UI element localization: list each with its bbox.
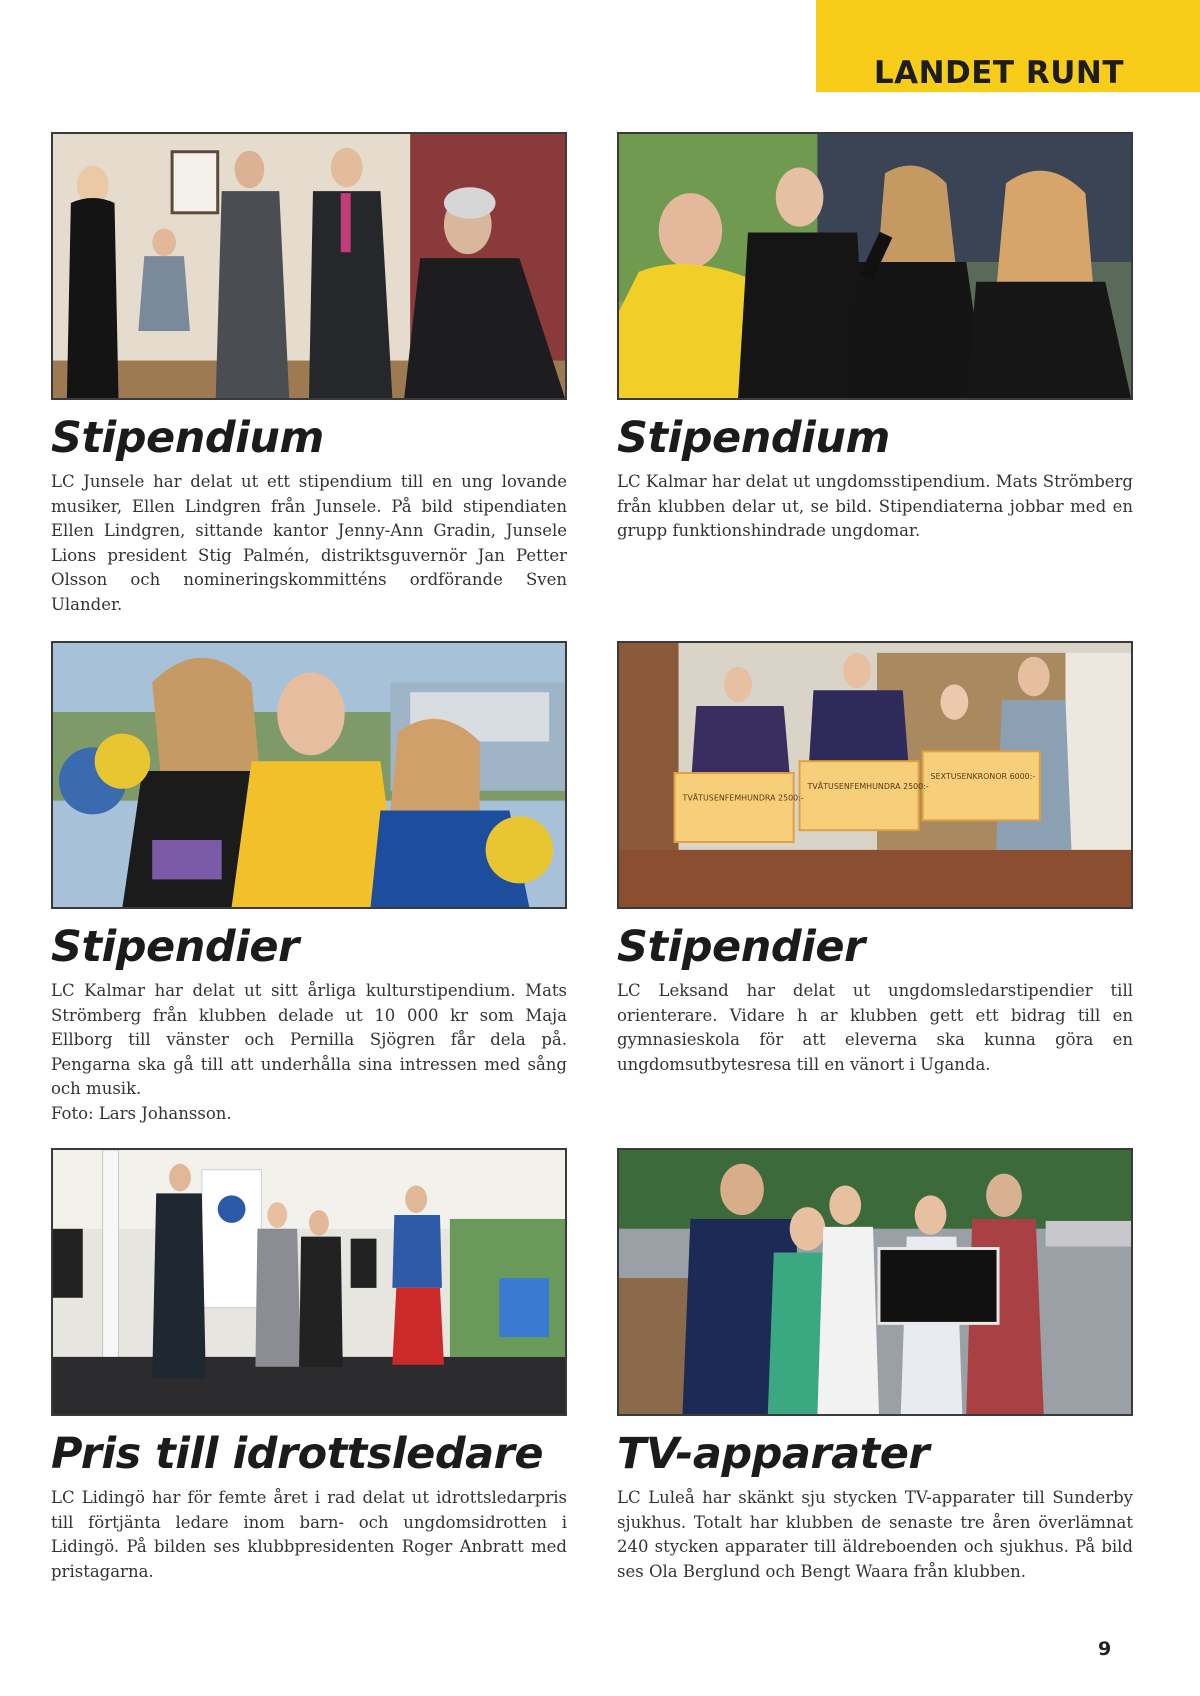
section-title: LANDET RUNT <box>873 55 1124 91</box>
article-tv-apparater <box>617 1148 1133 1584</box>
article-headline: Stipendier <box>617 922 865 972</box>
article-headline: Stipendium <box>617 413 890 463</box>
article-stipendier-kalmar <box>51 641 567 1126</box>
article-stipendium-kalmar <box>617 132 1133 544</box>
photo-stipendier-leksand <box>617 641 1133 909</box>
section-tab <box>816 0 1200 92</box>
article-headline: TV-apparater <box>617 1429 930 1479</box>
photo-pris-till-idrottsledare <box>51 1148 567 1416</box>
article-body: LC Junsele har delat ut ett stipendium till en ung lovande musiker, Ellen Lindgren från Junsele. På bild stipendiaten Ellen Lindgren, sittande kantor Jenny-Ann Gradin, Junsele Lions president Stig Palmén, distriktsguvernör Jan Petter Olsson och nomineringskommitténs ordförande Sven Ulander. <box>51 472 567 614</box>
cheque-2-text: TVÅTUSENFEMHUNDRA 2500:- <box>807 781 929 791</box>
article-body: LC Leksand har delat ut ungdomsledarstipendier till orienterare. Vidare h ar klubben gett ett bidrag till en gymnasieskola för att eleverna ska kunna göra en ungdomsutbytesresa till en vänort i Uganda. <box>617 981 1133 1074</box>
article-headline: Pris till idrottsledare <box>51 1429 543 1479</box>
article-body: LC Luleå har skänkt sju stycken TV-apparater till Sunderby sjukhus. Totalt har klubben de senaste tre åren överlämnat 240 stycken apparater till äldreboenden och sjukhus. På bild ses Ola Berglund och Bengt Waara från klubben. <box>617 1488 1133 1581</box>
article-headline: Stipendium <box>51 413 324 463</box>
photo-credit: Foto: Lars Johansson. <box>51 1103 232 1123</box>
article-pris-till-idrottsledare <box>51 1148 567 1584</box>
article-body: LC Kalmar har delat ut ungdomsstipendium. Mats Strömberg från klubben delar ut, se bild. Stipendiaterna jobbar med en grupp funktionshindrade ungdomar. <box>617 472 1133 540</box>
cheque-3-text: SEXTUSENKRONOR 6000:- <box>930 771 1036 781</box>
photo-stipendium-kalmar <box>617 132 1133 400</box>
article-stipendier-leksand <box>617 641 1133 1077</box>
photo-stipendier-kalmar <box>51 641 567 909</box>
article-body: LC Lidingö har för femte året i rad delat ut idrottsledarpris till förtjänta ledare inom barn- och ungdomsidrotten i Lidingö. På bilden ses klubbpresidenten Roger Anbratt med pristagarna. <box>51 1488 567 1581</box>
cheque-1-text: TVÅTUSENFEMHUNDRA 2500:- <box>682 793 804 803</box>
article-headline: Stipendier <box>51 922 299 972</box>
photo-tv-apparater <box>617 1148 1133 1416</box>
article-body: LC Kalmar har delat ut sitt årliga kulturstipendium. Mats Strömberg från klubben delade ut 10 000 kr som Maja Ellborg till vänster och Pernilla Sjögren får dela på. Pengarna ska gå till att underhålla sina intressen med sång och musik. <box>51 981 567 1098</box>
page-number: 9 <box>1098 1638 1112 1660</box>
photo-stipendium-junsele <box>51 132 567 400</box>
article-stipendium-junsele <box>51 132 567 617</box>
